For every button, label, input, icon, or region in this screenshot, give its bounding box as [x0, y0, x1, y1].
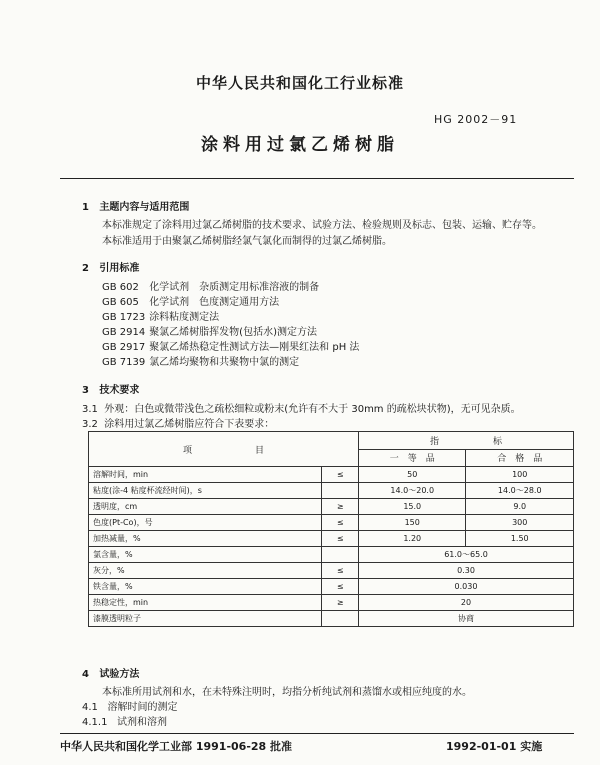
section-title: 技术要求: [99, 385, 140, 396]
document-title: 涂料用过氯乙烯树脂: [201, 135, 399, 155]
reference-item: [102, 295, 572, 310]
section-1-paragraph-1: 本标准规定了涂料用过氯乙烯树脂的技术要求、试验方法、检验规则及标志、包装、运输、贮存等。: [102, 220, 542, 231]
header-qualified-grade: 合 格 品: [466, 449, 574, 467]
clause-text: 外观：白色或微带浅色之疏松细粒或粉末(允许有不大于 30mm 的疏松块状物)，无可见杂质。: [104, 404, 521, 415]
clause-number: 4.1: [82, 702, 98, 713]
row-symbol: [322, 611, 359, 627]
row-qualified-value: 14.0～28.0: [466, 483, 574, 499]
reference-code: GB 602: [102, 282, 139, 293]
section-4-paragraph: 本标准所用试剂和水，在未特殊注明时，均指分析纯试剂和蒸馏水或相应纯度的水。: [102, 687, 472, 698]
table-row-merged: [89, 563, 574, 579]
reference-title: 氯乙烯均聚物和共聚物中氯的测定: [149, 357, 300, 368]
row-qualified-value: 9.0: [466, 499, 574, 515]
header-divider: [60, 178, 574, 179]
row-first-grade-value: 14.0～20.0: [359, 483, 466, 499]
row-item: 氯含量，%: [89, 547, 322, 563]
section-number: 3: [82, 385, 89, 396]
row-symbol: ≤: [322, 579, 359, 595]
row-first-grade-value: 15.0: [359, 499, 466, 515]
table-row-merged: [89, 547, 574, 563]
table-row: [89, 531, 574, 547]
reference-item: [102, 355, 572, 370]
reference-title: 聚氯乙烯热稳定性测试方法—刚果红法和 pH 法: [149, 342, 360, 353]
row-item: 粘度(涂-4 粘度杯流经时间)，s: [89, 483, 322, 499]
row-first-grade-value: 1.20: [359, 531, 466, 547]
reference-code: GB 2914: [102, 327, 146, 338]
row-shared-value: 0.30: [359, 563, 574, 579]
clause-number: 3.1: [82, 404, 98, 415]
row-item: 热稳定性，min: [89, 595, 322, 611]
reference-code: GB 605: [102, 297, 139, 308]
section-4-heading: [82, 665, 139, 680]
section-title: 试验方法: [99, 669, 140, 680]
reference-code: GB 1723: [102, 312, 146, 323]
implementation-date: 1992-01-01 实施: [446, 740, 543, 753]
row-item: 漆膜透明粒子: [89, 611, 322, 627]
clause-3-1: [82, 403, 582, 417]
table-row: [89, 499, 574, 515]
row-shared-value: 0.030: [359, 579, 574, 595]
row-qualified-value: 1.50: [466, 531, 574, 547]
row-symbol: [322, 483, 359, 499]
footer-divider: [60, 733, 574, 734]
header-item: 项 目: [89, 432, 359, 467]
row-shared-value: 61.0～65.0: [359, 547, 574, 563]
clause-number: 4.1.1: [82, 717, 108, 728]
section-title: 引用标准: [99, 263, 140, 274]
reference-title: 涂料粘度测定法: [149, 312, 220, 323]
table-row: [89, 467, 574, 483]
row-item: 色度(Pt-Co)，号: [89, 515, 322, 531]
reference-code: GB 7139: [102, 357, 146, 368]
row-symbol: ≤: [322, 563, 359, 579]
row-symbol: ≤: [322, 467, 359, 483]
clause-text: 溶解时间的测定: [107, 702, 178, 713]
clause-number: 3.2: [82, 419, 98, 430]
section-1-heading: [82, 198, 189, 213]
reference-item: [102, 325, 572, 340]
row-symbol: ≤: [322, 531, 359, 547]
header-first-grade: 一 等 品: [359, 449, 466, 467]
reference-title: 化学试剂 杂质测定用标准溶液的制备: [149, 282, 320, 293]
reference-list: [102, 280, 572, 370]
reference-item: [102, 310, 572, 325]
clause-text: 试剂和溶剂: [117, 717, 167, 728]
section-2-heading: [82, 259, 139, 274]
table-row: [89, 515, 574, 531]
row-symbol: ≤: [322, 515, 359, 531]
reference-code: GB 2917: [102, 342, 146, 353]
row-qualified-value: 300: [466, 515, 574, 531]
row-item: 加热减量，%: [89, 531, 322, 547]
row-item: 铁含量，%: [89, 579, 322, 595]
row-item: 灰分，%: [89, 563, 322, 579]
table-row-merged: [89, 579, 574, 595]
row-item: 透明度，cm: [89, 499, 322, 515]
row-symbol: ≥: [322, 499, 359, 515]
standard-number: HG 2002－91: [434, 113, 518, 126]
clause-4-1: [82, 701, 560, 715]
row-shared-value: 20: [359, 595, 574, 611]
row-qualified-value: 100: [466, 467, 574, 483]
clause-text: 涂料用过氯乙烯树脂应符合下表要求：: [104, 419, 275, 430]
section-number: 4: [82, 669, 89, 680]
section-3-heading: [82, 381, 139, 396]
table-row-merged: [89, 611, 574, 627]
table-row-merged: [89, 595, 574, 611]
row-symbol: ≥: [322, 595, 359, 611]
section-number: 1: [82, 202, 89, 213]
row-first-grade-value: 150: [359, 515, 466, 531]
row-item: 溶解时间，min: [89, 467, 322, 483]
header-index: 指 标: [359, 432, 574, 450]
reference-item: [102, 280, 572, 295]
row-shared-value: 协商: [359, 611, 574, 627]
table-header-row: [89, 432, 574, 450]
section-number: 2: [82, 263, 89, 274]
standard-category-title: 中华人民共和国化工行业标准: [195, 74, 404, 92]
section-title: 主题内容与适用范围: [99, 202, 190, 213]
specification-table: [88, 431, 574, 627]
approval-note: 中华人民共和国化学工业部 1991-06-28 批准: [60, 740, 293, 753]
section-1-paragraph-2: 本标准适用于由聚氯乙烯树脂经氯气氯化而制得的过氯乙烯树脂。: [102, 236, 392, 247]
row-symbol: [322, 547, 359, 563]
reference-item: [102, 340, 572, 355]
clause-3-2: [82, 418, 582, 432]
reference-title: 聚氯乙烯树脂挥发物(包括水)测定方法: [149, 327, 317, 338]
row-first-grade-value: 50: [359, 467, 466, 483]
clause-4-1-1: [82, 716, 560, 730]
table-row: [89, 483, 574, 499]
reference-title: 化学试剂 色度测定通用方法: [149, 297, 280, 308]
